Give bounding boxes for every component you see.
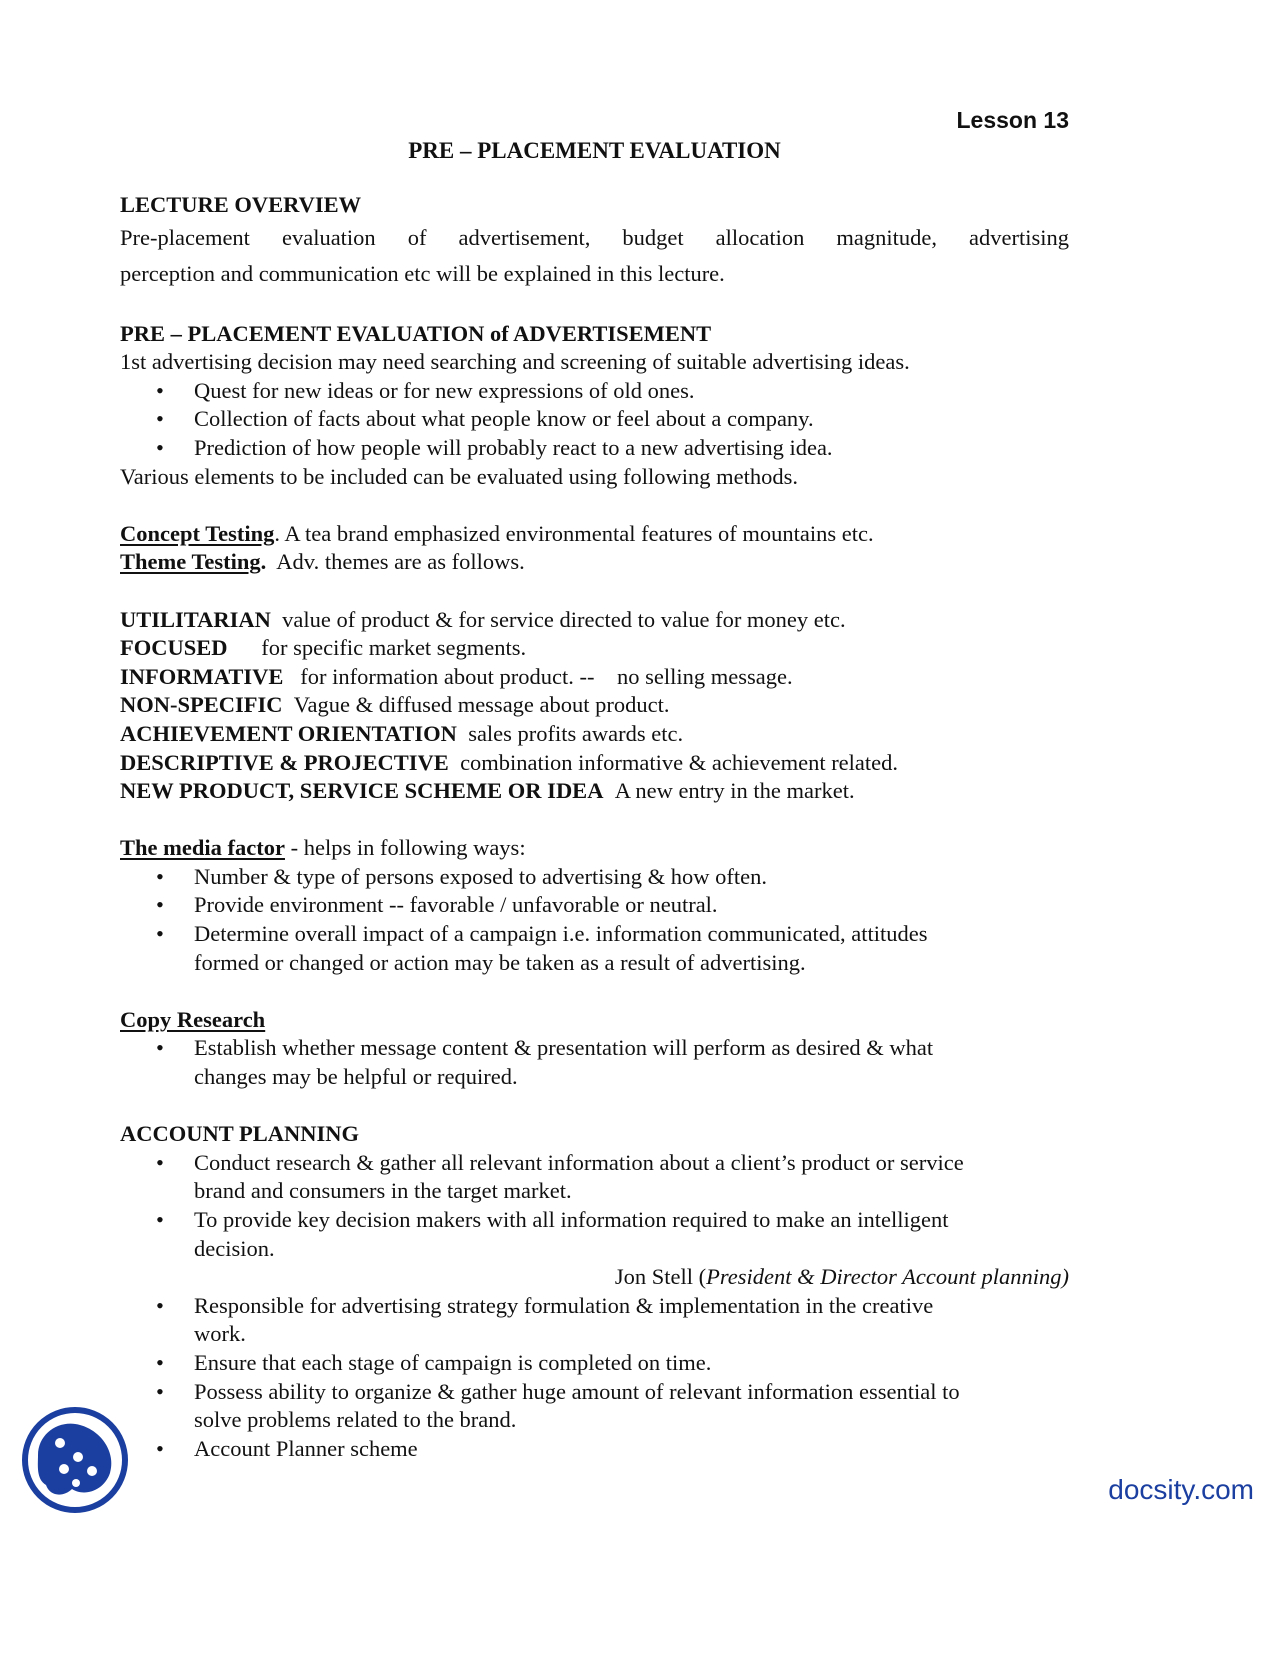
docsity-logo-icon[interactable] xyxy=(20,1405,130,1515)
theme-item: INFORMATIVE for information about product. -- no selling message. xyxy=(120,663,793,689)
theme-testing-label: Theme Testing xyxy=(120,549,261,575)
list-item: • Collection of facts about what people know or feel about a company. xyxy=(120,405,1069,434)
overview-paragraph xyxy=(120,220,1069,292)
concept-testing-line: Concept Testing. A tea brand emphasized environmental features of mountains etc. xyxy=(120,520,874,546)
list-item: • Responsible for advertising strategy formulation & implementation in the creative work. xyxy=(120,1292,1069,1349)
theme-item: FOCUSED for specific market segments. xyxy=(120,635,527,661)
overview-line-1: Pre-placement evaluation of advertisement, budget allocation magnitude, advertising xyxy=(120,224,1069,250)
media-factor-line: The media factor - helps in following ways: xyxy=(120,835,526,861)
bullet-icon: • xyxy=(156,1349,164,1375)
media-factor-label: The media factor xyxy=(120,835,285,861)
bullet-icon: • xyxy=(156,1435,164,1461)
docsity-brand-link[interactable]: docsity.com xyxy=(1108,1474,1254,1505)
account-planning-heading: ACCOUNT PLANNING xyxy=(120,1121,359,1147)
bullet-icon: • xyxy=(156,1149,164,1175)
list-item: • Number & type of persons exposed to advertising & how often. xyxy=(120,863,1069,892)
list-item: • Establish whether message content & presentation will perform as desired & what changes may be helpful or required. xyxy=(120,1034,1069,1091)
list-item: • To provide key decision makers with all information required to make an intelligent decision. xyxy=(120,1206,1069,1263)
list-item: • Possess ability to organize & gather huge amount of relevant information essential to solve problems related to the brand. xyxy=(120,1378,1069,1435)
author-attribution: Jon Stell (President & Director Account planning) xyxy=(614,1264,1069,1290)
overview-line-2: perception and communication etc will be explained in this lecture. xyxy=(120,260,725,286)
list-item: • Determine overall impact of a campaign i.e. information communicated, attitudes formed or changed or action may be taken as a result of advertising. xyxy=(120,920,1069,977)
bullet-icon: • xyxy=(156,863,164,889)
bullet-icon: • xyxy=(156,921,164,947)
theme-item: ACHIEVEMENT ORIENTATION sales profits awards etc. xyxy=(120,720,684,746)
lesson-number: Lesson 13 xyxy=(956,107,1069,133)
theme-item: NON-SPECIFIC Vague & diffused message about product. xyxy=(120,692,670,718)
theme-item: UTILITARIAN value of product & for service directed to value for money etc. xyxy=(120,606,846,632)
bullet-icon: • xyxy=(156,1378,164,1404)
list-item: • Account Planner scheme xyxy=(120,1435,1069,1464)
bullet-icon: • xyxy=(156,406,164,432)
bullet-icon: • xyxy=(156,1292,164,1318)
evaluation-heading: PRE – PLACEMENT EVALUATION of ADVERTISEMENT xyxy=(120,320,712,346)
bullet-icon: • xyxy=(156,892,164,918)
theme-testing-line: Theme Testing. Adv. themes are as follows. xyxy=(120,549,525,575)
document-body xyxy=(120,191,1069,1463)
bullet-icon: • xyxy=(156,1207,164,1232)
concept-testing-label: Concept Testing xyxy=(120,520,275,546)
list-item: • Provide environment -- favorable / unfavorable or neutral. xyxy=(120,891,1069,920)
bullet-icon: • xyxy=(156,434,164,460)
list-item: • Ensure that each stage of campaign is completed on time. xyxy=(120,1349,1069,1378)
evaluation-intro: 1st advertising decision may need searching and screening of suitable advertising ideas. xyxy=(120,349,910,375)
copy-research-heading: Copy Research xyxy=(120,1006,266,1032)
theme-item: DESCRIPTIVE & PROJECTIVE combination informative & achievement related. xyxy=(120,749,899,775)
overview-heading: LECTURE OVERVIEW xyxy=(120,192,362,217)
theme-item: NEW PRODUCT, SERVICE SCHEME OR IDEA A new entry in the market. xyxy=(120,778,855,804)
evaluation-outro: Various elements to be included can be evaluated using following methods. xyxy=(120,463,798,489)
list-item: • Quest for new ideas or for new expressions of old ones. xyxy=(120,377,1069,406)
bullet-icon: • xyxy=(156,377,164,403)
list-item: • Prediction of how people will probably react to a new advertising idea. xyxy=(120,434,1069,463)
bullet-icon: • xyxy=(156,1035,164,1061)
page-title: PRE – PLACEMENT EVALUATION xyxy=(408,138,781,163)
list-item: • Conduct research & gather all relevant information about a client’s product or service brand and consumers in the target market. xyxy=(120,1149,1069,1206)
